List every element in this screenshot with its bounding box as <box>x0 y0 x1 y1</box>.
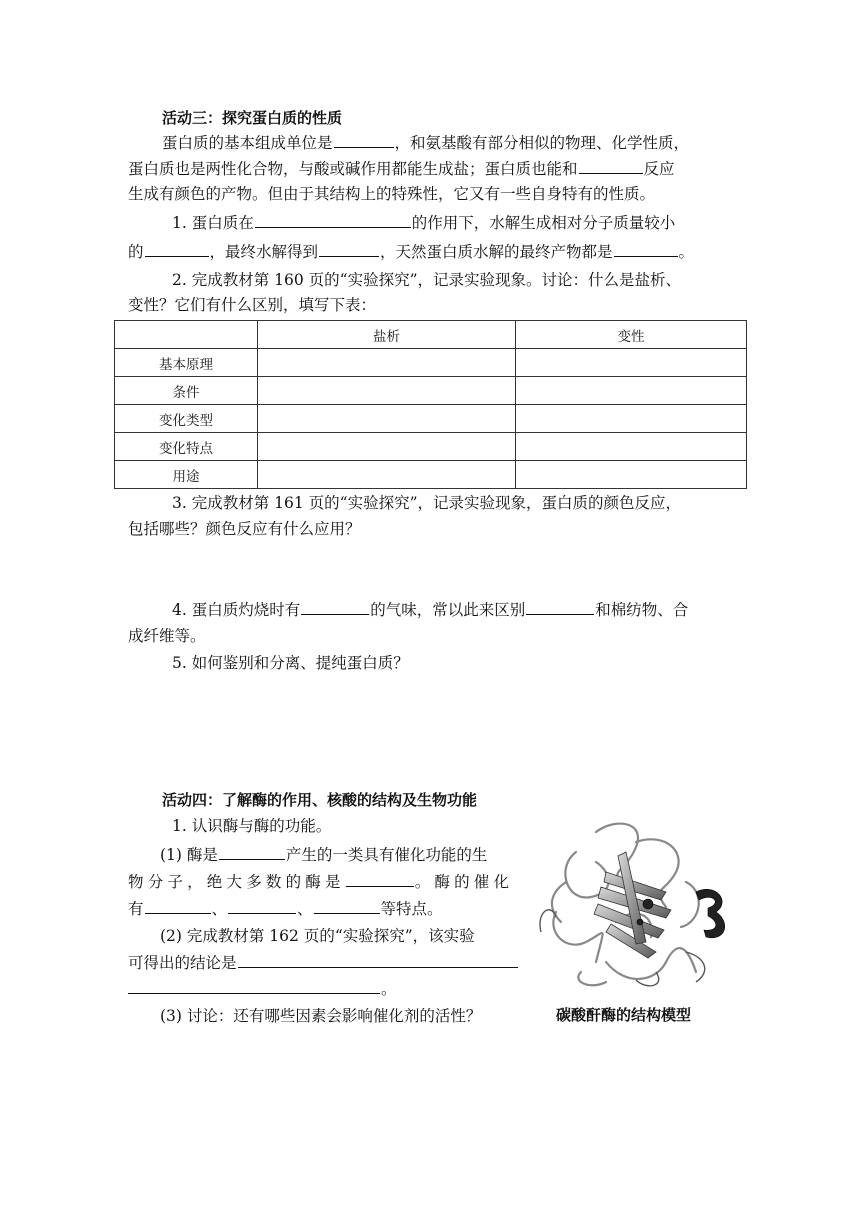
comparison-table <box>114 320 747 489</box>
row-label: 基本原理 <box>115 349 258 377</box>
table-cell[interactable] <box>258 405 516 433</box>
table-cell[interactable] <box>258 377 516 405</box>
activity4-question1: 1. 认识酶与酶的功能。 <box>172 817 332 835</box>
answer-blank[interactable] <box>526 599 594 615</box>
question4-line-1 <box>172 598 792 622</box>
table-row <box>115 461 747 489</box>
answer-blank[interactable] <box>319 241 379 257</box>
p1-text: 有 <box>128 900 144 918</box>
answer-blank[interactable] <box>579 158 643 174</box>
p1-text: (1) 酶是 <box>160 846 218 864</box>
row-label: 变化类型 <box>115 405 258 433</box>
p1-text: 等特点。 <box>380 900 443 918</box>
table-row <box>115 433 747 461</box>
q1-text: ，最终水解得到 <box>209 243 319 261</box>
part1-line-3 <box>128 897 530 921</box>
table-header-denaturation: 变性 <box>516 321 747 349</box>
intro-line-3: 生成有颜色的产物。但由于其结构上的特殊性，它又有一些自身特有的性质。 <box>128 185 656 203</box>
intro-text: 蛋白质的基本组成单位是 <box>162 134 333 152</box>
answer-blank[interactable] <box>301 599 369 615</box>
p1-text: 、 <box>211 900 228 918</box>
table-cell[interactable] <box>258 461 516 489</box>
q1-text: 1. 蛋白质在 <box>172 214 254 232</box>
intro-line-2 <box>128 157 748 181</box>
part1-line-2 <box>128 870 530 894</box>
answer-blank[interactable] <box>255 212 411 228</box>
part3: (3) 讨论：还有哪些因素会影响催化剂的活性？ <box>160 1007 482 1025</box>
table-cell[interactable] <box>516 349 747 377</box>
question3-line-1: 3. 完成教材第 161 页的“实验探究”，记录实验现象，蛋白质的颜色反应， <box>172 494 682 512</box>
q1-text: ，天然蛋白质水解的最终产物都是 <box>380 243 613 261</box>
question2-line-2: 变性？它们有什么区别，填写下表： <box>128 296 377 314</box>
p2-text: 。 <box>381 980 397 998</box>
q1-text: 。 <box>678 243 695 261</box>
question5: 5. 如何鉴别和分离、提纯蛋白质？ <box>172 654 409 672</box>
intro-text: 蛋白质也是两性化合物，与酸或碱作用都能生成盐；蛋白质也能和 <box>128 160 578 178</box>
table-cell[interactable] <box>516 433 747 461</box>
q4-text: 和棉纺物、合 <box>595 601 689 619</box>
table-cell[interactable] <box>516 461 747 489</box>
question1-line-2 <box>128 240 748 264</box>
table-cell[interactable] <box>258 349 516 377</box>
answer-blank[interactable] <box>145 241 209 257</box>
answer-blank[interactable] <box>346 871 414 887</box>
p1-text: 产生的一类具有催化功能的生 <box>285 846 488 864</box>
table-cell[interactable] <box>258 433 516 461</box>
p2-text: 可得出的结论是 <box>128 954 237 972</box>
table-cell[interactable] <box>516 405 747 433</box>
intro-text: ，和氨基酸有部分相似的物理、化学性质， <box>394 134 690 152</box>
table-cell[interactable] <box>516 377 747 405</box>
answer-blank[interactable] <box>314 898 380 914</box>
p1-text: 。酶的催化 <box>414 873 514 891</box>
part2-line-2 <box>128 951 530 975</box>
p1-text: 物分子，绝大多数的酶是 <box>128 873 345 891</box>
question3-line-2: 包括哪些？颜色反应有什么应用？ <box>128 520 361 538</box>
answer-blank[interactable] <box>238 952 518 968</box>
answer-blank[interactable] <box>334 132 394 148</box>
q4-text: 的气味，常以此来区别 <box>370 601 526 619</box>
table-header-row <box>115 321 747 349</box>
question2-line-1: 2. 完成教材第 160 页的“实验探究”，记录实验现象。讨论：什么是盐析、 <box>172 271 682 289</box>
q1-text: 的作用下，水解生成相对分子质量较小 <box>411 214 676 232</box>
protein-ribbon-structure-image <box>536 812 740 992</box>
activity3-title: 活动三：探究蛋白质的性质 <box>162 109 343 127</box>
answer-blank[interactable] <box>219 844 285 860</box>
p1-text: 、 <box>297 900 313 918</box>
table-row <box>115 349 747 377</box>
part2-line-1: (2) 完成教材第 162 页的“实验探究”，该实验 <box>160 927 475 945</box>
table-header-salting-out: 盐析 <box>258 321 516 349</box>
intro-text: 反应 <box>643 160 675 178</box>
row-label: 用途 <box>115 461 258 489</box>
intro-line-1 <box>162 131 782 155</box>
question4-line-2: 成纤维等。 <box>128 627 206 645</box>
row-label: 变化特点 <box>115 433 258 461</box>
figure-caption: 碳酸酐酶的结构模型 <box>556 1006 692 1024</box>
answer-blank[interactable] <box>128 978 380 994</box>
row-label: 条件 <box>115 377 258 405</box>
q1-text: 的 <box>128 243 144 261</box>
answer-blank[interactable] <box>145 898 211 914</box>
answer-blank[interactable] <box>228 898 296 914</box>
part1-line-1 <box>160 843 530 867</box>
q4-text: 4. 蛋白质灼烧时有 <box>172 601 301 619</box>
table-row <box>115 405 747 433</box>
question1-line-1 <box>172 211 792 235</box>
answer-blank[interactable] <box>614 241 678 257</box>
part2-line-3 <box>128 977 530 1001</box>
table-header-empty <box>115 321 258 349</box>
activity4-title: 活动四：了解酶的作用、核酸的结构及生物功能 <box>162 791 478 809</box>
table-row <box>115 377 747 405</box>
